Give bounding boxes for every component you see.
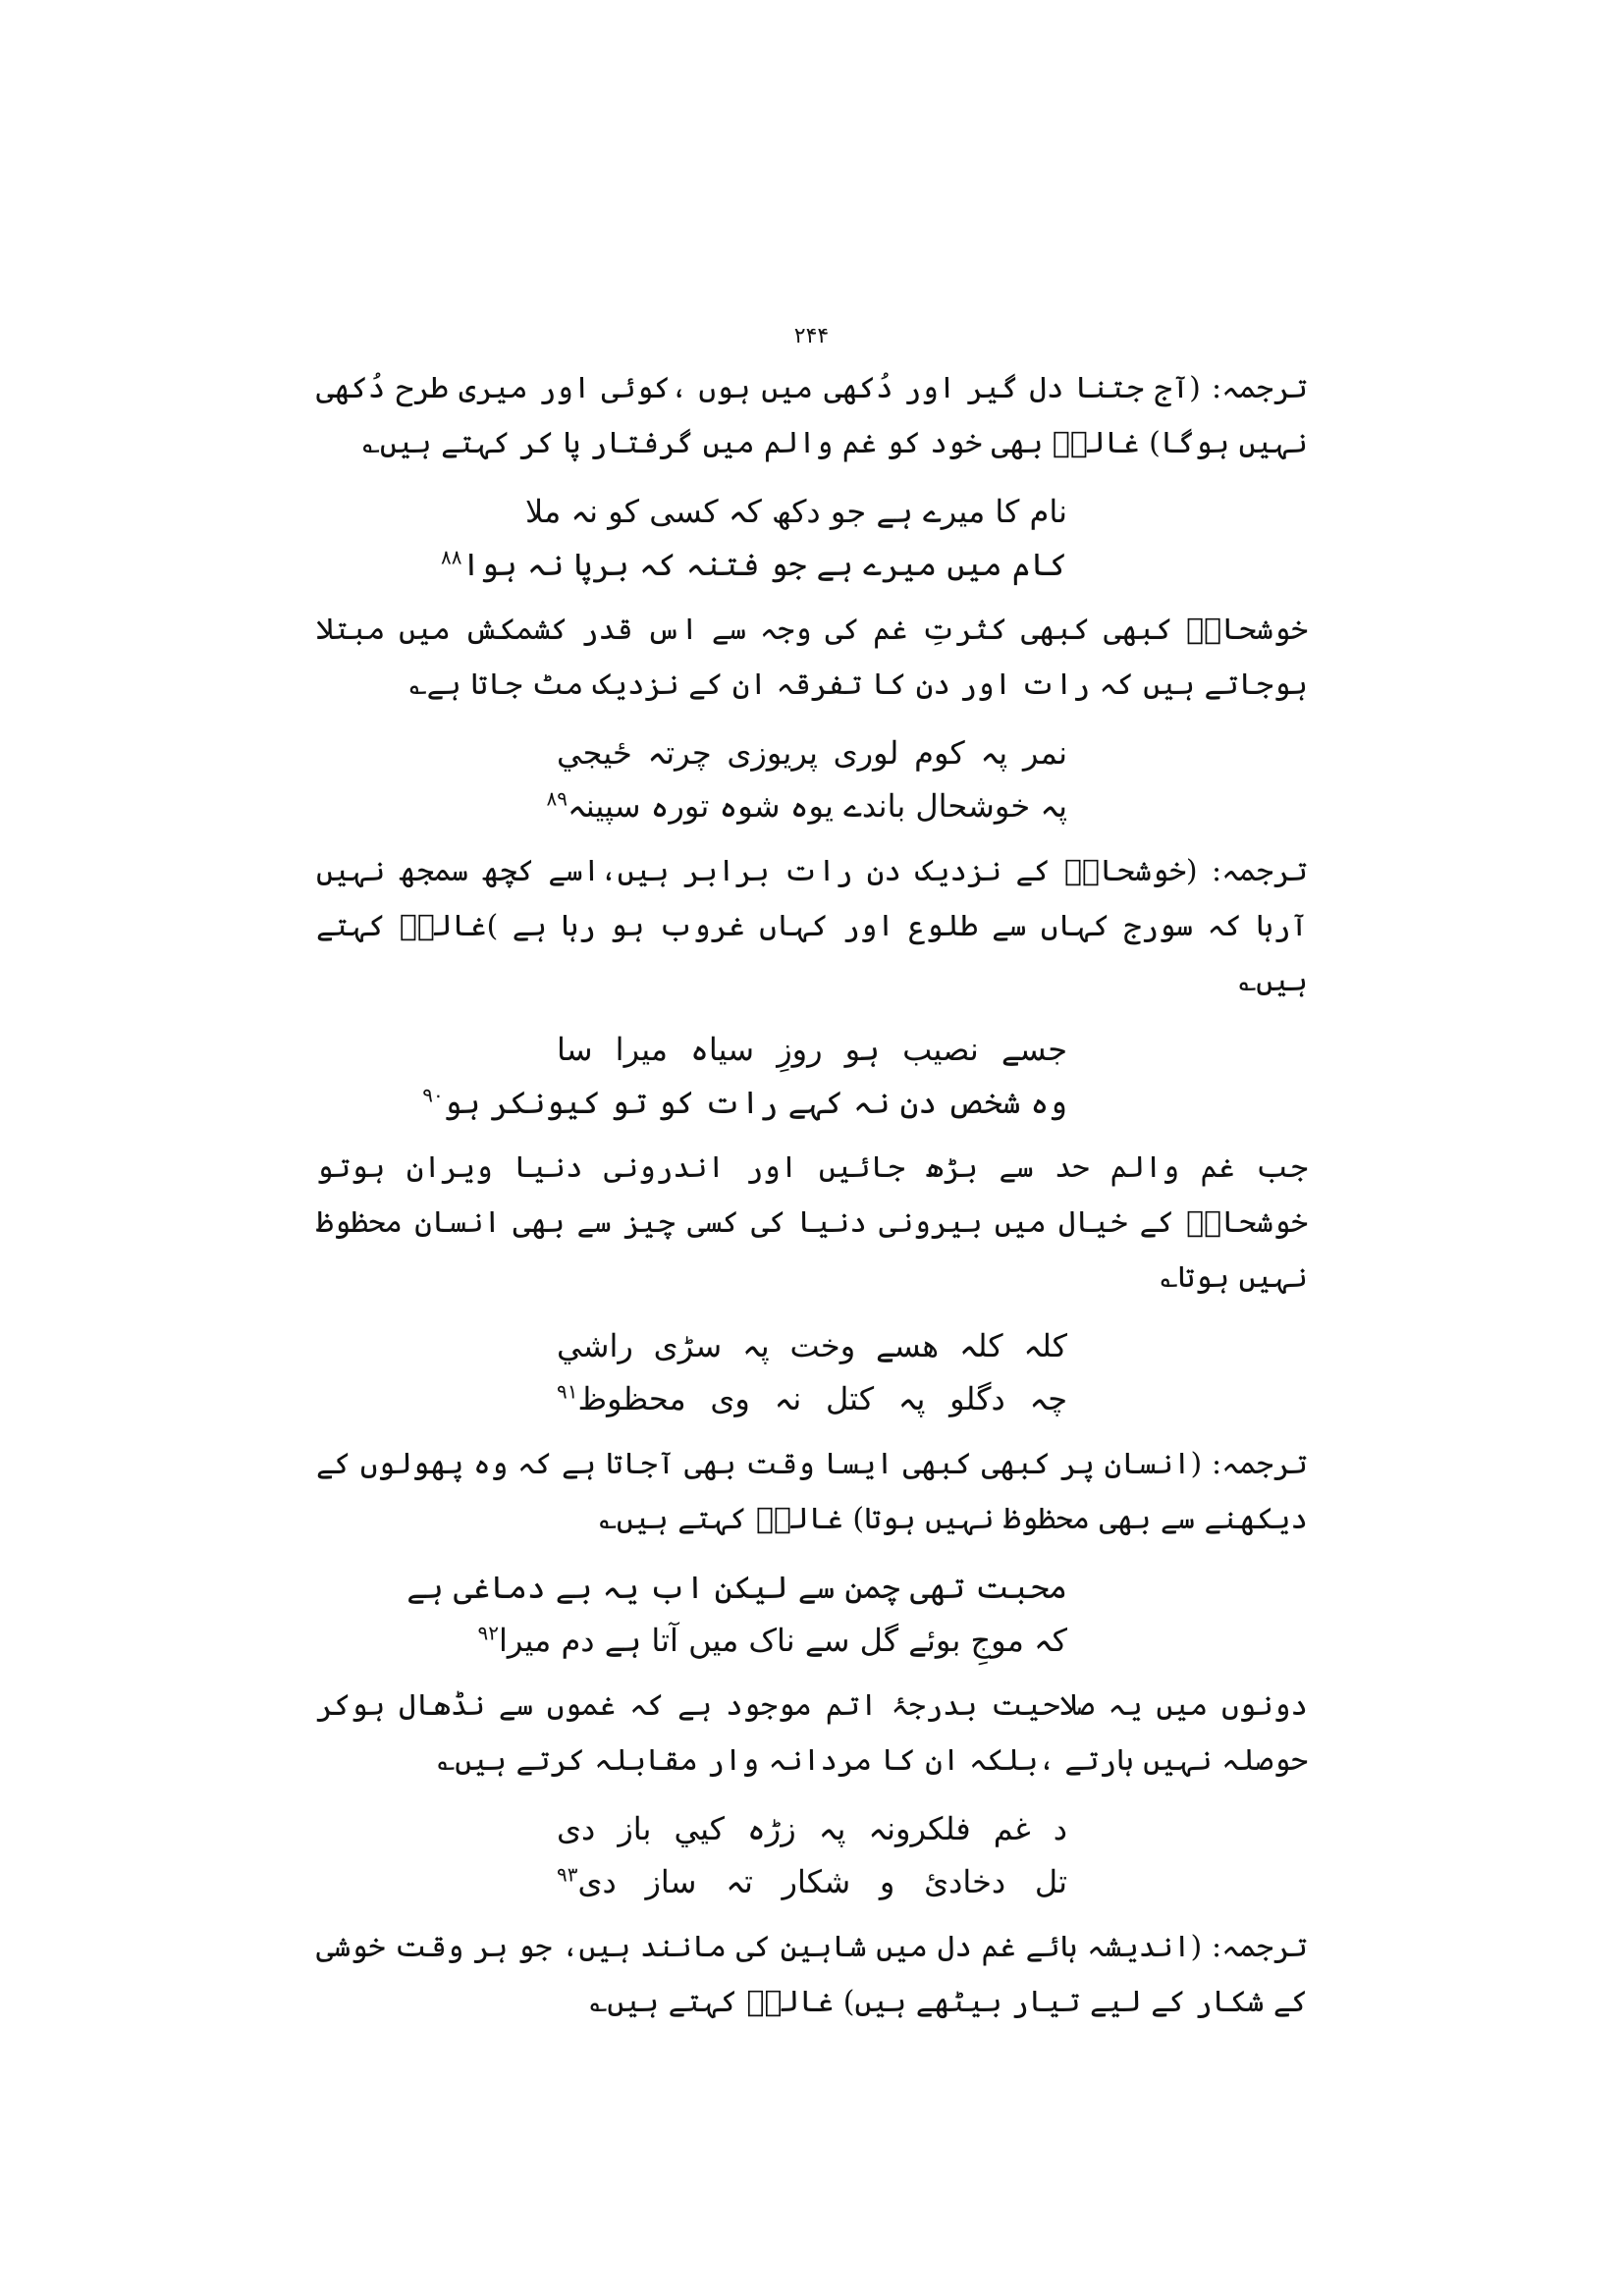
- page-number: ۲۴۴: [793, 324, 830, 348]
- footnote-marker: ۹۱: [557, 1379, 578, 1404]
- verse-line: [406, 1561, 1067, 1614]
- verse-text: د غم فلکرونہ پہ زڑہ کیي باز دی: [557, 1810, 1067, 1847]
- verse-text: تل دخادئ و شکار تہ ساز دی: [577, 1863, 1067, 1900]
- prose-paragraph: دونوں میں یہ صلاحیت بدرجۂ اتم موجود ہے کہ غموں سے نڈھال ہوکر حوصلہ نہیں ہارتے ،بلکہ ان کا مردانہ وار مقابلہ کرتے ہیں؎: [316, 1688, 1308, 1778]
- verse-couplet: [422, 1023, 1067, 1129]
- footnote-marker: ۹۲: [477, 1621, 499, 1645]
- prose-paragraph: ترجمہ: (آج جتنا دل گیر اور دُکھی میں ہوں ،کوئی اور میری طرح دُکھی نہیں ہوگا) غالبؔ بھی خود کو غم والم میں گرفتار پا کر کہتے ہیں؎: [316, 371, 1309, 460]
- verse-line: [546, 779, 1067, 832]
- verse-couplet: [546, 726, 1067, 832]
- verse-couplet: [557, 1319, 1067, 1425]
- verse-line: [440, 538, 1067, 591]
- verse-text: نام کا میرے ہے جو دکھ کہ کسی کو نہ ملا: [525, 493, 1067, 530]
- prose-paragraph: ترجمہ: (اندیشہ ہائے غم دل میں شاہین کی مانند ہیں، جو ہر وقت خوشی کے شکار کے لیے تیار بیٹھے ہیں) غالبؔ کہتے ہیں؎: [316, 1930, 1308, 2019]
- page-content: [316, 361, 1308, 2038]
- verse-text: پہ خوشحال باندے یوہ شوہ تورہ سپینہ: [567, 787, 1067, 825]
- verse-text: وہ شخص دن نہ کہے رات کو تو کیونکر ہو: [443, 1084, 1067, 1121]
- verse-couplet: [440, 485, 1067, 591]
- footnote-marker: ۸۸: [440, 545, 462, 569]
- verse-text: چہ دگلو پہ کتل نہ وی محظوظ: [577, 1380, 1067, 1417]
- verse-line: [422, 1076, 1067, 1129]
- verse-text: نمر پہ کوم لوری پریوزی چرتہ ځیجي: [557, 734, 1067, 772]
- verse-line: [525, 485, 1067, 538]
- prose-paragraph: جب غم والم حد سے بڑھ جائیں اور اندرونی دنیا ویران ہوتو خوشحالؔ کے خیال میں بیرونی دنیا کی کسی چیز سے بھی انسان محظوظ نہیں ہوتا؎: [316, 1150, 1308, 1295]
- verse-line: [557, 1023, 1067, 1076]
- verse-text: کلہ کلہ ھسے وخت پہ سڑی راشي: [557, 1327, 1067, 1364]
- verse-line: [477, 1614, 1067, 1667]
- verse-line: [557, 1802, 1067, 1855]
- verse-text: کہ موجِ بوئے گل سے ناک میں آتا ہے دم میرا: [498, 1622, 1067, 1659]
- verse-line: [557, 1319, 1067, 1372]
- footnote-marker: ۹۰: [422, 1083, 444, 1107]
- verse-text: محبت تھی چمن سے لیکن اب یہ بے دماغی ہے: [406, 1569, 1067, 1606]
- prose-paragraph: ترجمہ: (انسان پر کبھی کبھی ایسا وقت بھی آجاتا ہے کہ وہ پھولوں کے دیکھنے سے بھی محظوظ نہیں ہوتا) غالبؔ کہتے ہیں؎: [316, 1447, 1308, 1536]
- verse-line: [557, 1372, 1067, 1425]
- prose-paragraph: ترجمہ: (خوشحالؔ کے نزدیک دن رات برابر ہیں،اسے کچھ سمجھ نہیں آرہا کہ سورج کہاں سے طلوع اور کہاں غروب ہو رہا ہے )غالبؔ کہتے ہیں؎: [316, 854, 1308, 998]
- verse-couplet: [406, 1561, 1067, 1667]
- verse-text: کام میں میرے ہے جو فتنہ کہ برپا نہ ہوا: [461, 546, 1067, 583]
- verse-couplet: [557, 1802, 1067, 1908]
- verse-line: [557, 726, 1067, 779]
- prose-paragraph: خوشحالؔ کبھی کبھی کثرتِ غم کی وجہ سے اس قدر کشمکش میں مبتلا ہوجاتے ہیں کہ رات اور دن کا تفرقہ ان کے نزدیک مٹ جاتا ہے؎: [316, 613, 1308, 702]
- footnote-marker: ۹۳: [557, 1862, 578, 1887]
- verse-text: جسے نصیب ہو روزِ سیاہ میرا سا: [557, 1031, 1067, 1068]
- footnote-marker: ۸۹: [546, 786, 568, 811]
- verse-line: [557, 1855, 1067, 1908]
